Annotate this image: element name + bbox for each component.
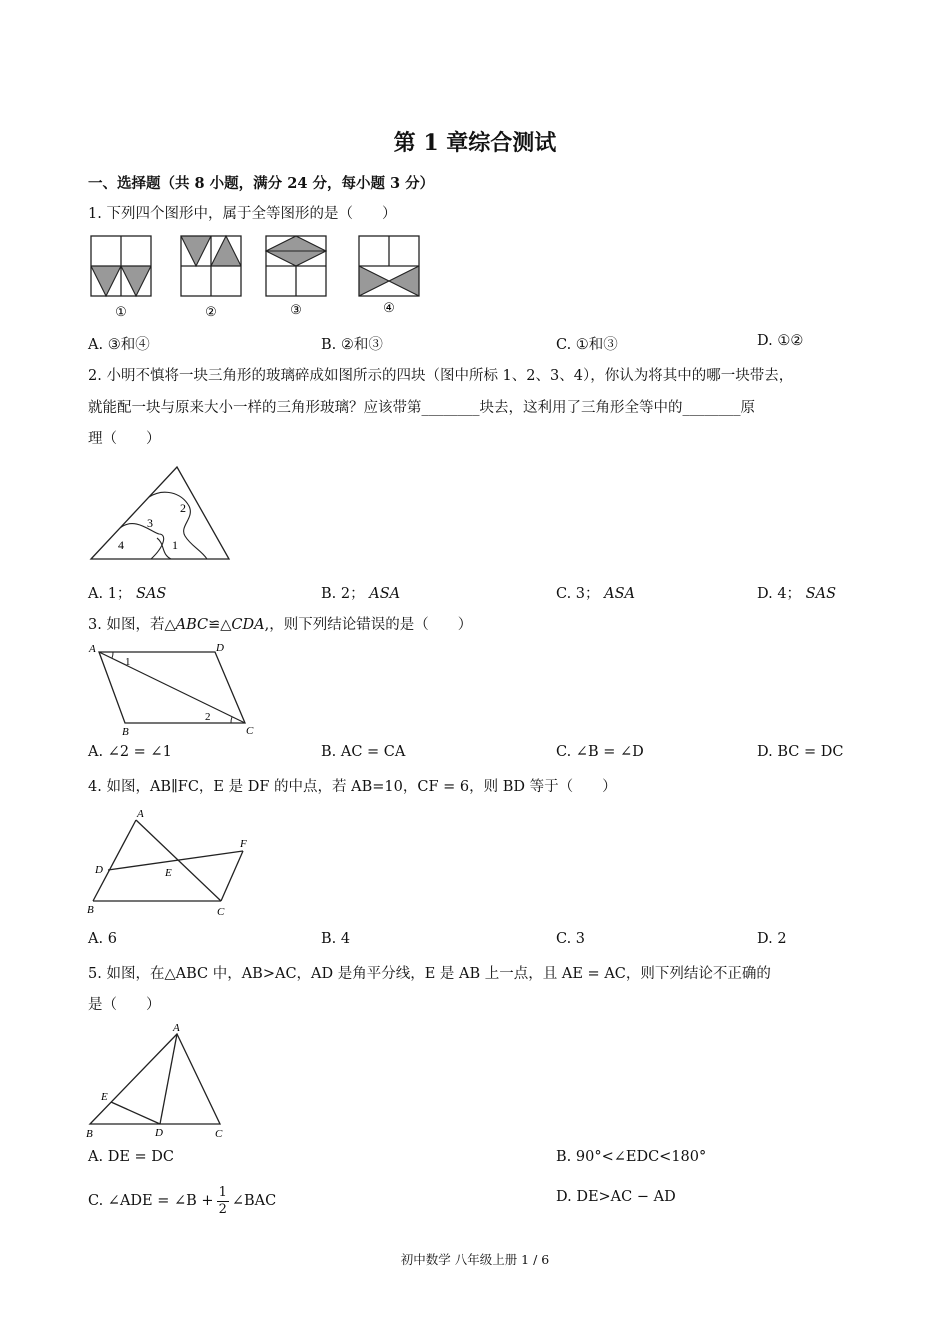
q5-option-d[interactable]: D. DE>AC − AD — [556, 1189, 676, 1205]
q3-figure — [85, 638, 265, 740]
q3-angle-2: 2 — [205, 711, 211, 723]
q2-piece-label-1: 1 — [172, 538, 178, 552]
q1-option-a[interactable]: A. ③和④ — [88, 337, 150, 353]
q4-vertex-c: C — [217, 906, 225, 918]
q3-option-a[interactable]: A. ∠2 = ∠1 — [88, 744, 172, 760]
q5-vertex-d: D — [155, 1127, 163, 1139]
q3-angle-1: 1 — [125, 656, 131, 668]
q3-vertex-a: A — [89, 643, 96, 655]
q4-option-a[interactable]: A. 6 — [88, 931, 117, 947]
q5-stem-line2: 是（ ） — [88, 997, 161, 1013]
q3-vertex-d: D — [216, 642, 224, 654]
q4-vertex-b: B — [87, 904, 94, 916]
q2-option-a[interactable]: A. 1； SAS — [88, 586, 167, 602]
q2-option-b[interactable]: B. 2； ASA — [321, 586, 401, 602]
q2-stem-line2: 就能配一块与原来大小一样的三角形玻璃？应该带第________块去，这利用了三角形全等中的________原 — [88, 400, 755, 416]
page-footer: 初中数学 八年级上册 1 / 6 — [400, 1252, 550, 1267]
q5-vertex-e: E — [101, 1091, 108, 1103]
q1-label-3: ③ — [290, 302, 302, 317]
q3-vertex-c: C — [246, 725, 254, 737]
q3-option-d[interactable]: D. BC = DC — [757, 744, 844, 760]
q1-label-2: ② — [205, 304, 217, 319]
q5-vertex-a: A — [173, 1022, 180, 1034]
section-heading: 一、选择题（共 8 小题，满分 24 分，每小题 3 分） — [88, 175, 435, 192]
q2-piece-label-4: 4 — [118, 538, 124, 552]
q1-figures — [85, 230, 435, 322]
q3-vertex-b: B — [122, 726, 129, 738]
q5-vertex-b: B — [86, 1128, 93, 1140]
q5-option-c[interactable]: C. ∠ADE = ∠B + $\frac{1}{2}$ ∠BAC — [88, 1184, 277, 1217]
q1-label-1: ① — [115, 304, 127, 319]
q3-option-b[interactable]: B. AC = CA — [321, 744, 406, 760]
q4-figure — [85, 803, 260, 918]
q3-option-c[interactable]: C. ∠B = ∠D — [556, 744, 644, 760]
q4-stem: 4. 如图，AB∥FC，E 是 DF 的中点，若 AB=10，CF = 6，则 BD 等于（ ） — [88, 779, 617, 795]
page-title: 第 1 章综合测试 — [393, 130, 557, 156]
q5-figure — [82, 1018, 242, 1143]
q1-figure-1 — [91, 236, 151, 296]
q2-option-d[interactable]: D. 4； SAS — [757, 586, 837, 602]
q2-stem-line1: 2. 小明不慎将一块三角形的玻璃碎成如图所示的四块（图中所标 1、2、3、4），你认为将其中的哪一块带去， — [88, 368, 794, 384]
q1-stem: 1. 下列四个图形中，属于全等图形的是（ ） — [88, 206, 397, 222]
q1-option-d[interactable]: D. ①② — [757, 333, 804, 349]
q1-figure-2 — [181, 236, 241, 296]
q1-option-b[interactable]: B. ②和③ — [321, 337, 383, 353]
q5-option-a[interactable]: A. DE = DC — [88, 1149, 174, 1165]
q1-figure-4 — [359, 236, 419, 296]
q4-vertex-d: D — [95, 864, 103, 876]
q3-stem: 3. 如图，若△ABC≌△CDA,，则下列结论错误的是（ ） — [88, 617, 473, 633]
q4-option-c[interactable]: C. 3 — [556, 931, 586, 947]
q4-option-d[interactable]: D. 2 — [757, 931, 787, 947]
q4-vertex-a: A — [137, 808, 144, 820]
q4-vertex-e: E — [165, 867, 172, 879]
q5-vertex-c: C — [215, 1128, 223, 1140]
q4-vertex-f: F — [240, 838, 247, 850]
q1-figure-3 — [266, 236, 326, 296]
q5-fraction: $\frac{1}{2}$ — [218, 1184, 227, 1217]
q1-option-c[interactable]: C. ①和③ — [556, 337, 618, 353]
q4-option-b[interactable]: B. 4 — [321, 931, 351, 947]
q1-label-4: ④ — [383, 300, 395, 315]
q5-option-b[interactable]: B. 90°<∠EDC<180° — [556, 1149, 707, 1165]
q2-stem-line3: 理（ ） — [88, 431, 161, 447]
q2-piece-label-3: 3 — [147, 516, 153, 530]
q5-stem-line1: 5. 如图，在△ABC 中，AB>AC，AD 是角平分线，E 是 AB 上一点，且 AE = AC，则下列结论不正确的 — [88, 966, 771, 982]
q2-option-c[interactable]: C. 3； ASA — [556, 586, 636, 602]
q2-piece-label-2: 2 — [180, 501, 186, 515]
q2-figure — [85, 460, 235, 565]
